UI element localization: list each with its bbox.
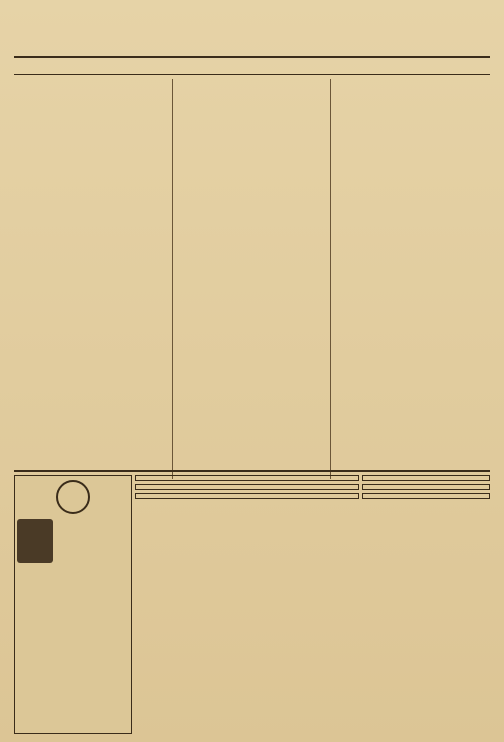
ad-liqueur [135, 484, 359, 490]
ad-choir-concert [135, 475, 359, 481]
ad-right-middle [362, 484, 490, 490]
ad-right-cards [362, 475, 490, 481]
ad-masks [135, 493, 359, 499]
column-2 [173, 79, 332, 479]
ad-center [135, 475, 359, 734]
dateline [14, 56, 490, 75]
advertisement-section [14, 470, 490, 734]
column-3 [331, 79, 490, 479]
ad-left [14, 475, 132, 734]
column-1 [14, 79, 173, 479]
ad-right-bottom [362, 493, 490, 499]
article-columns [14, 79, 490, 479]
ad-right [362, 475, 490, 734]
masthead-title [14, 12, 490, 56]
portrait-image [17, 519, 53, 563]
ad-left-logo [56, 480, 90, 514]
